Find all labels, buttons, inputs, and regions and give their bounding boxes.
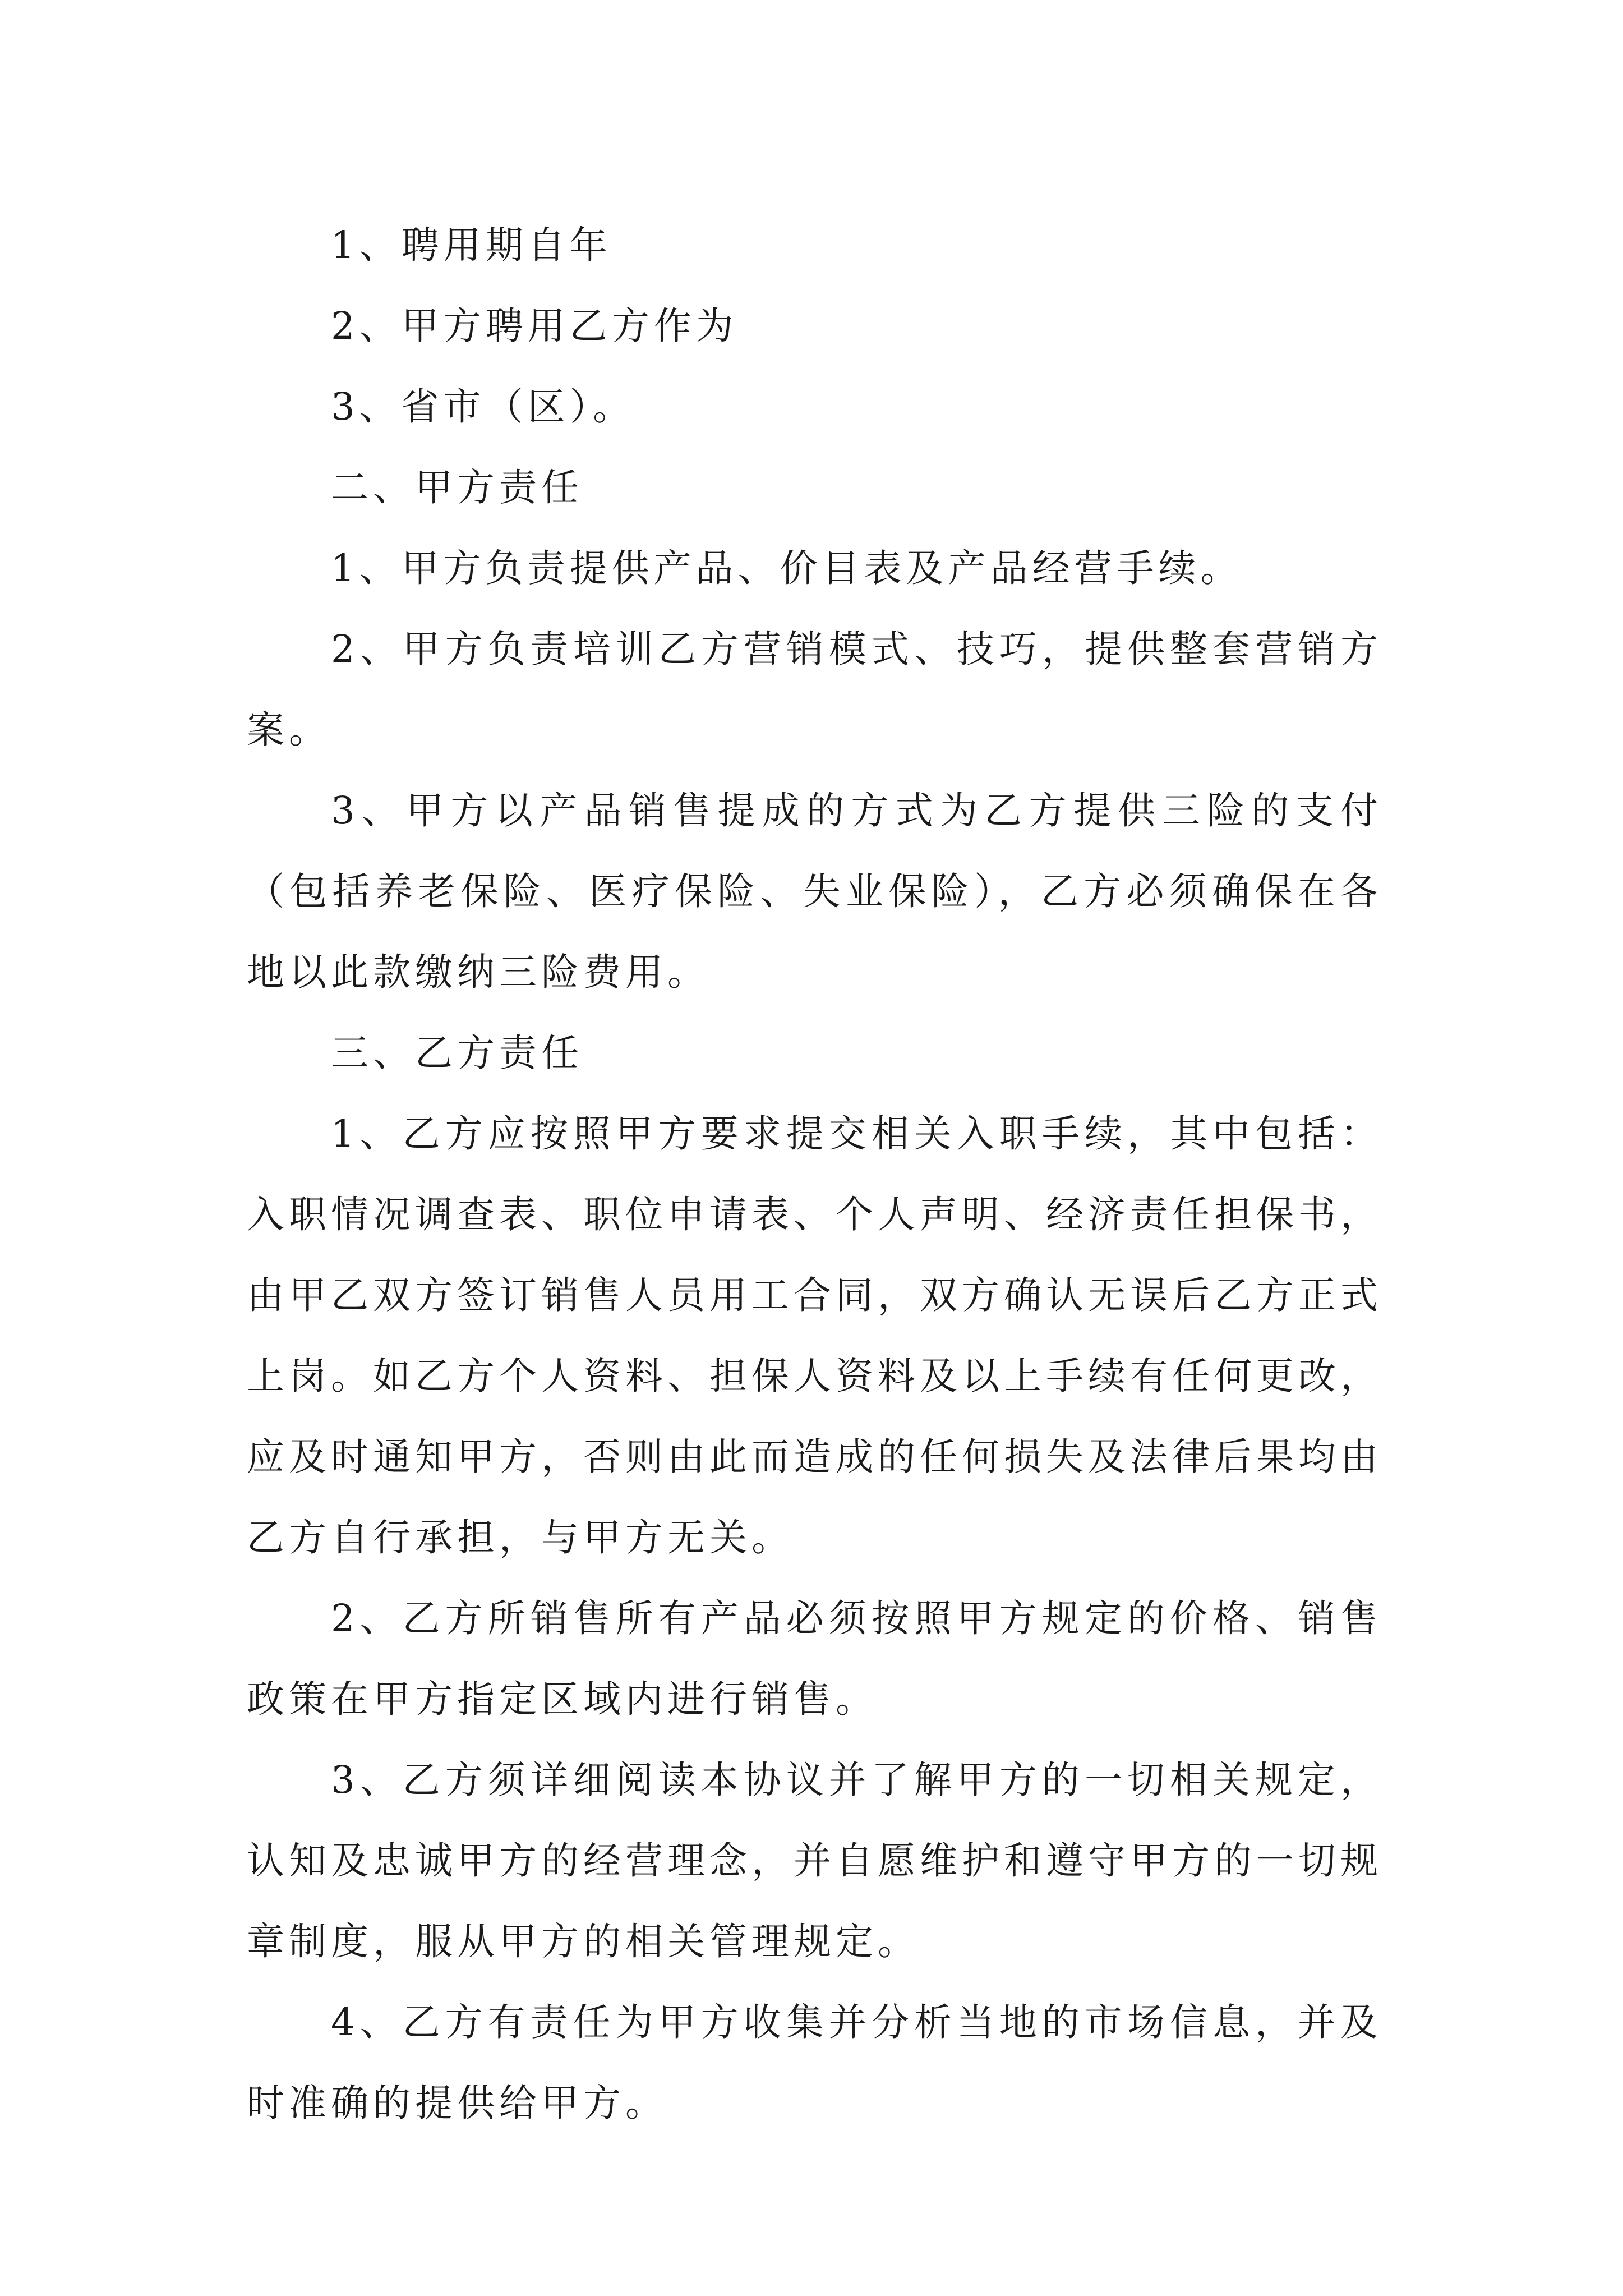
paragraph-position: 2、甲方聘用乙方作为: [331, 304, 738, 348]
paragraph-b-duty-3: 3、乙方须详细阅读本协议并了解甲方的一切相关规定，认知及忠诚甲方的经营理念，并自愿维护和遵守甲方的一切规章制度，服从甲方的相关管理规定。: [247, 1758, 1382, 1963]
document-body: [247, 205, 1382, 2143]
heading-party-b-duties: 三、乙方责任: [331, 1031, 583, 1075]
paragraph-b-duty-2: 2、乙方所销售所有产品必须按照甲方规定的价格、销售政策在甲方指定区域内进行销售。: [247, 1596, 1382, 1721]
paragraph-a-duty-1: 1、甲方负责提供产品、价目表及产品经营手续。: [331, 546, 1243, 590]
paragraph-region: 3、省市（区）。: [331, 385, 635, 429]
paragraph-term-start: 1、聘用期自年: [331, 223, 612, 267]
paragraph-b-duty-4: 4、乙方有责任为甲方收集并分析当地的市场信息，并及时准确的提供给甲方。: [247, 2000, 1382, 2125]
paragraph-a-duty-3: 3、甲方以产品销售提成的方式为乙方提供三险的支付（包括养老保险、医疗保险、失业保险），乙方必须确保在各地以此款缴纳三险费用。: [247, 789, 1382, 994]
paragraph-b-duty-1: 1、乙方应按照甲方要求提交相关入职手续，其中包括：入职情况调查表、职位申请表、个人声明、经济责任担保书，由甲乙双方签订销售人员用工合同，双方确认无误后乙方正式上岗。如乙方个人资料、担保人资料及以上手续有任何更改，应及时通知甲方，否则由此而造成的任何损失及法律后果均由乙方自行承担，与甲方无关。: [247, 1112, 1382, 1559]
heading-party-a-duties: 二、甲方责任: [331, 466, 583, 509]
paragraph-a-duty-2: 2、甲方负责培训乙方营销模式、技巧，提供整套营销方案。: [247, 627, 1382, 752]
